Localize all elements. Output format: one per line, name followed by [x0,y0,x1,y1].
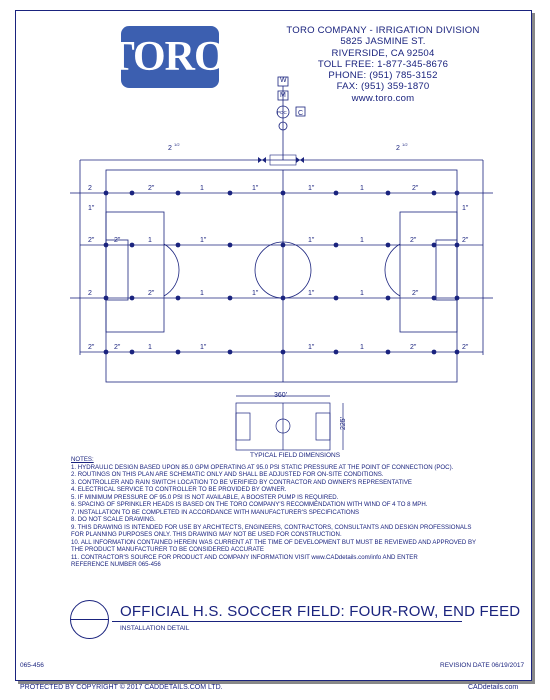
pipe-label-r1-f: 1 [360,185,364,192]
company-website: www.toro.com [351,92,415,104]
note-line: 7. INSTALLATION TO BE COMPLETED IN ACCORDANCE WITH MANUFACTURER'S SPECIFICATIONS [71,508,360,516]
pipe-label-r3-b: 2" [148,290,155,297]
note-line: 9. THIS DRAWING IS INTENDED FOR USE BY ARCHITECTS, ENGINEERS, CONTRACTORS, CONSULTANTS AND DESIGN PROFESSIONALS [71,523,472,531]
note-line: 4. ELECTRICAL SERVICE TO CONTROLLER TO BE PROVIDED BY OWNER. [71,486,287,493]
pipe-label-top-right: 2 [396,145,400,152]
pipe-label-r4-e: 1" [308,344,315,351]
typical-field-diagram [236,396,343,450]
pipe-label-r3-e: 1" [308,290,315,297]
title-underline [112,621,462,622]
pipe-label-r4-c: 1 [148,344,152,351]
copyright-notice: PROTECTED BY COPYRIGHT © 2017 CADDETAILS.COM LTD. [20,684,223,691]
drawing-title: OFFICIAL H.S. SOCCER FIELD: FOUR-ROW, END FEED [120,603,521,620]
pipe-label-r1-e: 1" [308,185,315,192]
company-street: 5825 JASMINE ST. [340,36,426,48]
pipe-label-r3-a: 2 [88,290,92,297]
pipe-label-r2-h: 2" [462,237,469,244]
pipe-label-r2-b: 2" [114,237,121,244]
pipe-label-top-left: 2 [168,145,172,152]
pipe-label-r3-d: 1" [252,290,259,297]
pipe-label-r4-d: 1" [200,344,207,351]
right-penalty-box [400,212,457,332]
pipe-label-r2-f: 1 [360,237,364,244]
left-penalty-arc [164,244,179,296]
notes-header: NOTES: [71,456,94,463]
pipe-label-r1-d: 1" [252,185,259,192]
logo-text: TORO [106,34,226,80]
revision-date: REVISION DATE 06/19/2017 [440,662,525,669]
note-line: THE PRODUCT MANUFACTURER TO BE CONSIDERED ACCURATE [71,546,264,553]
pipe-label-r1-b: 2" [148,185,155,192]
pipe-label-r3-c: 1 [200,290,204,297]
poc-label: POC [277,110,287,115]
company-tollfree: TOLL FREE: 1-877-345-8676 [317,58,449,70]
pipe-label-r2-a: 2" [88,237,95,244]
note-line: FOR PLANNING PURPOSES ONLY. THIS DRAWING MAY NOT BE USED FOR CONSTRUCTION. [71,531,342,538]
note-line: 3. CONTROLLER AND RAIN SWITCH LOCATION TO BE VERIFIED BY CONTRACTOR AND OWNER'S REPRESENTATIVE [71,478,412,486]
company-city: RIVERSIDE, CA 92504 [331,47,435,59]
pipe-label-r2-d: 1" [200,237,207,244]
left-goal-box [106,240,128,300]
pipe-label-r4-a: 2" [88,344,95,351]
pipe-label-top-right-frac: 1/2 [402,142,408,147]
poc-w-label: W [280,77,287,84]
note-line: 2. ROUTINGS ON THIS PLAN ARE SCHEMATIC ONLY AND SHALL BE ADJUSTED FOR ON-SITE CONDITIONS. [71,471,384,478]
pipe-label-r3-f: 1 [360,290,364,297]
pipe-label-r1-a: 2 [88,185,92,192]
pipe-label-left-1: 1" [88,205,95,212]
drawing-subtitle: INSTALLATION DETAIL [120,625,190,632]
note-line: 5. IF MINIMUM PRESSURE OF 95.0 PSI IS NOT AVAILABLE, A BOOSTER PUMP IS REQUIRED. [71,493,339,501]
pipe-label-r4-h: 2" [462,344,469,351]
valve-right [296,157,304,163]
right-penalty-arc [385,244,400,296]
logo-mark: ® [226,52,234,62]
poc-m-label: M [280,92,286,99]
pipe-label-top-left-frac: 1/2 [174,142,180,147]
dimension-width-label: 360' [274,392,288,399]
dimension-height-label: 225' [340,416,347,430]
note-line: 10. ALL INFORMATION CONTAINED HEREIN WAS CURRENT AT THE TIME OF DEVELOPMENT BUT MUST BE REVIEWED AND APPROVED BY [71,538,477,546]
note-line: 6. SPACING OF SPRINKLER HEADS IS BASED ON THE TORO COMPANY'S RECOMMENDATION WITH WIND OF 4 TO 8 MPH. [71,501,428,508]
poc-c-label: C [298,110,304,117]
company-fax: FAX: (951) 359-1870 [336,81,430,93]
reference-number: 065-456 [20,662,44,669]
left-penalty-box [106,212,164,332]
pipe-label-r2-c: 1 [148,237,152,244]
pipe-label-r1-c: 1 [200,185,204,192]
pipe-label-r2-e: 1" [308,237,315,244]
sprinkler-heads [104,191,460,355]
note-line: REFERENCE NUMBER 065-456 [71,561,161,568]
right-goal-box [436,240,457,300]
pipe-label-r4-g: 2" [410,344,417,351]
valve-left [258,157,266,163]
pipe-label-right-1: 1" [462,205,469,212]
notes-block [71,456,511,569]
company-phone: PHONE: (951) 785-3152 [328,70,438,82]
pipe-label-r2-g: 2" [410,237,417,244]
pipe-label-r4-b: 2" [114,344,121,351]
pipe-label-r3-g: 2" [412,290,419,297]
title-circle-symbol [70,600,109,639]
note-line: 8. DO NOT SCALE DRAWING. [71,516,156,523]
pipe-label-r1-g: 2" [412,185,419,192]
pipe-label-r4-f: 1 [360,344,364,351]
note-line: 1. HYDRAULIC DESIGN BASED UPON 85.0 GPM OPERATING AT 95.0 PSI STATIC PRESSURE AT THE POINT OF CONNECTION (POC). [71,463,454,471]
company-name: TORO COMPANY - IRRIGATION DIVISION [286,25,480,36]
typical-caption: TYPICAL FIELD DIMENSIONS [250,452,341,459]
note-line: 11. CONTRACTOR'S SOURCE FOR PRODUCT AND COMPANY INFORMATION VISIT www.CADdetails.com/info AND ENTER [71,553,418,561]
caddetails-link[interactable]: CADdetails.com [468,684,519,691]
